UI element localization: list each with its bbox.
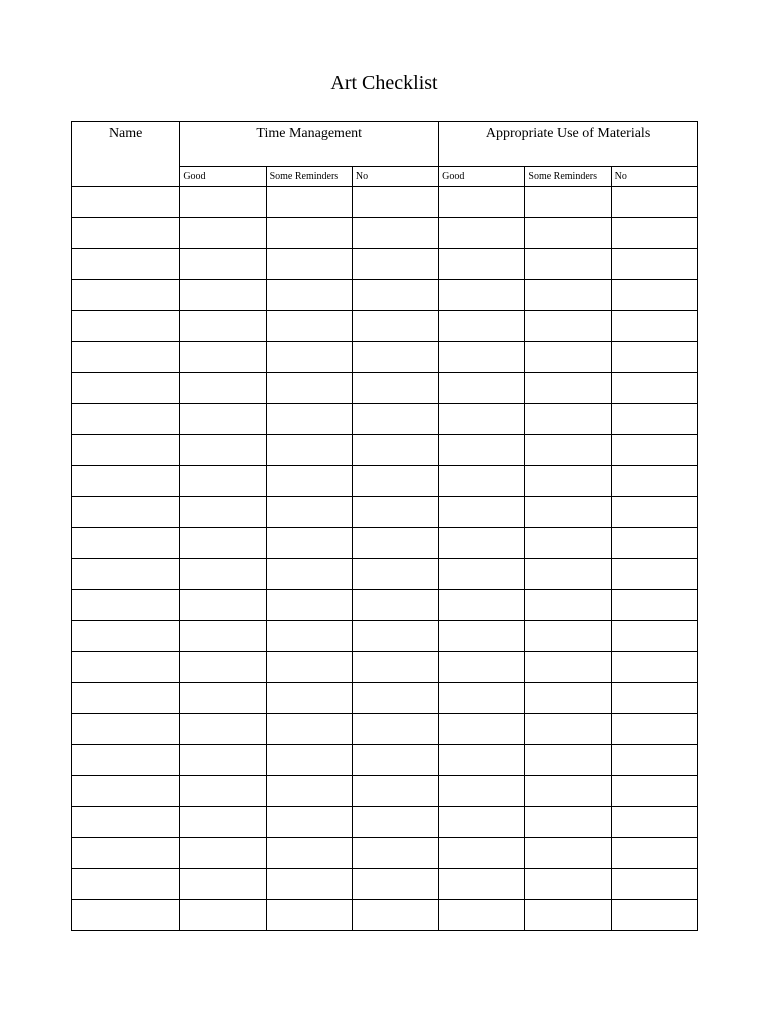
check-cell: [611, 869, 697, 900]
name-cell: [72, 497, 180, 528]
name-cell: [72, 342, 180, 373]
check-cell: [266, 218, 352, 249]
check-cell: [439, 838, 525, 869]
table-row: [72, 559, 698, 590]
check-cell: [611, 590, 697, 621]
name-cell: [72, 683, 180, 714]
check-cell: [611, 559, 697, 590]
name-cell: [72, 838, 180, 869]
table-body: [72, 187, 698, 931]
check-cell: [525, 838, 611, 869]
check-cell: [180, 900, 266, 931]
check-cell: [180, 528, 266, 559]
page-title: Art Checklist: [330, 72, 438, 94]
check-cell: [525, 900, 611, 931]
check-cell: [352, 869, 438, 900]
check-cell: [352, 404, 438, 435]
check-cell: [611, 900, 697, 931]
checklist-table: [71, 121, 698, 931]
check-cell: [525, 807, 611, 838]
name-cell: [72, 218, 180, 249]
subheader-some-reminders: Some Reminders: [266, 167, 352, 187]
check-cell: [439, 590, 525, 621]
check-cell: [439, 404, 525, 435]
check-cell: [525, 652, 611, 683]
check-cell: [611, 497, 697, 528]
check-cell: [266, 776, 352, 807]
check-cell: [352, 466, 438, 497]
name-cell: [72, 466, 180, 497]
check-cell: [439, 466, 525, 497]
check-cell: [439, 497, 525, 528]
check-cell: [525, 218, 611, 249]
name-cell: [72, 528, 180, 559]
check-cell: [266, 559, 352, 590]
table-row: [72, 342, 698, 373]
check-cell: [352, 528, 438, 559]
check-cell: [352, 249, 438, 280]
check-cell: [439, 869, 525, 900]
name-cell: [72, 652, 180, 683]
check-cell: [352, 807, 438, 838]
check-cell: [611, 249, 697, 280]
check-cell: [439, 280, 525, 311]
name-cell: [72, 404, 180, 435]
check-cell: [525, 311, 611, 342]
check-cell: [352, 187, 438, 218]
check-cell: [439, 652, 525, 683]
name-cell: [72, 280, 180, 311]
check-cell: [180, 342, 266, 373]
check-cell: [266, 900, 352, 931]
check-cell: [352, 652, 438, 683]
check-cell: [352, 776, 438, 807]
check-cell: [180, 466, 266, 497]
check-cell: [439, 900, 525, 931]
check-cell: [266, 466, 352, 497]
check-cell: [180, 559, 266, 590]
check-cell: [439, 745, 525, 776]
check-cell: [525, 249, 611, 280]
name-cell: [72, 807, 180, 838]
check-cell: [439, 373, 525, 404]
check-cell: [611, 280, 697, 311]
name-cell: [72, 373, 180, 404]
check-cell: [352, 280, 438, 311]
check-cell: [611, 528, 697, 559]
check-cell: [180, 187, 266, 218]
check-cell: [611, 435, 697, 466]
check-cell: [352, 218, 438, 249]
check-cell: [525, 621, 611, 652]
table-row: [72, 838, 698, 869]
check-cell: [439, 342, 525, 373]
check-cell: [266, 869, 352, 900]
check-cell: [352, 373, 438, 404]
check-cell: [266, 652, 352, 683]
check-cell: [352, 590, 438, 621]
name-cell: [72, 745, 180, 776]
name-cell: [72, 621, 180, 652]
check-cell: [180, 807, 266, 838]
table-row: [72, 373, 698, 404]
subheader-good: Good: [180, 167, 266, 187]
check-cell: [180, 776, 266, 807]
check-cell: [439, 311, 525, 342]
name-cell: [72, 187, 180, 218]
check-cell: [180, 218, 266, 249]
check-cell: [266, 342, 352, 373]
check-cell: [611, 807, 697, 838]
check-cell: [439, 807, 525, 838]
check-cell: [180, 683, 266, 714]
check-cell: [266, 497, 352, 528]
subheader-no: No: [352, 167, 438, 187]
check-cell: [180, 249, 266, 280]
check-cell: [525, 187, 611, 218]
table-row: [72, 714, 698, 745]
check-cell: [611, 466, 697, 497]
group-header-materials: Appropriate Use of Materials: [439, 122, 698, 167]
check-cell: [525, 590, 611, 621]
check-cell: [439, 714, 525, 745]
check-cell: [266, 249, 352, 280]
name-cell: [72, 249, 180, 280]
check-cell: [611, 714, 697, 745]
check-cell: [611, 621, 697, 652]
check-cell: [439, 218, 525, 249]
check-cell: [352, 683, 438, 714]
table-row: [72, 280, 698, 311]
check-cell: [180, 869, 266, 900]
check-cell: [525, 497, 611, 528]
check-cell: [525, 435, 611, 466]
table-row: [72, 528, 698, 559]
check-cell: [525, 528, 611, 559]
check-cell: [611, 776, 697, 807]
check-cell: [439, 435, 525, 466]
name-cell: [72, 590, 180, 621]
check-cell: [525, 683, 611, 714]
table-row: [72, 218, 698, 249]
check-cell: [352, 900, 438, 931]
check-cell: [266, 435, 352, 466]
check-cell: [180, 311, 266, 342]
table-row: [72, 621, 698, 652]
check-cell: [525, 745, 611, 776]
table-row: [72, 900, 698, 931]
check-cell: [266, 373, 352, 404]
check-cell: [180, 652, 266, 683]
check-cell: [525, 869, 611, 900]
check-cell: [180, 435, 266, 466]
table-row: [72, 683, 698, 714]
group-header-time-management: Time Management: [180, 122, 439, 167]
check-cell: [611, 311, 697, 342]
check-cell: [525, 342, 611, 373]
check-cell: [266, 311, 352, 342]
check-cell: [611, 838, 697, 869]
check-cell: [266, 590, 352, 621]
check-cell: [611, 373, 697, 404]
check-cell: [266, 745, 352, 776]
check-cell: [266, 683, 352, 714]
check-cell: [180, 590, 266, 621]
check-cell: [525, 280, 611, 311]
table-row: [72, 590, 698, 621]
table-row: [72, 435, 698, 466]
check-cell: [352, 435, 438, 466]
check-cell: [439, 249, 525, 280]
check-cell: [611, 745, 697, 776]
table-row: [72, 466, 698, 497]
check-cell: [352, 559, 438, 590]
check-cell: [439, 187, 525, 218]
check-cell: [611, 683, 697, 714]
check-cell: [525, 776, 611, 807]
check-cell: [266, 838, 352, 869]
check-cell: [525, 559, 611, 590]
check-cell: [352, 838, 438, 869]
check-cell: [439, 776, 525, 807]
check-cell: [525, 466, 611, 497]
check-cell: [352, 745, 438, 776]
check-cell: [611, 404, 697, 435]
check-cell: [525, 404, 611, 435]
check-cell: [352, 342, 438, 373]
check-cell: [180, 497, 266, 528]
name-cell: [72, 869, 180, 900]
check-cell: [266, 621, 352, 652]
check-cell: [180, 838, 266, 869]
check-cell: [439, 683, 525, 714]
check-cell: [266, 807, 352, 838]
check-cell: [180, 745, 266, 776]
check-cell: [352, 621, 438, 652]
table-row: [72, 869, 698, 900]
table-row: [72, 776, 698, 807]
check-cell: [180, 373, 266, 404]
table-row: [72, 807, 698, 838]
check-cell: [611, 218, 697, 249]
table-row: [72, 497, 698, 528]
name-cell: [72, 435, 180, 466]
check-cell: [439, 621, 525, 652]
check-cell: [352, 497, 438, 528]
check-cell: [266, 404, 352, 435]
subheader-good: Good: [439, 167, 525, 187]
name-cell: [72, 776, 180, 807]
name-cell: [72, 714, 180, 745]
table-row: [72, 311, 698, 342]
subheader-some-reminders: Some Reminders: [525, 167, 611, 187]
name-header: Name: [72, 122, 180, 187]
check-cell: [525, 714, 611, 745]
check-cell: [352, 714, 438, 745]
table-row: [72, 404, 698, 435]
check-cell: [266, 528, 352, 559]
name-cell: [72, 311, 180, 342]
check-cell: [180, 714, 266, 745]
table-row: [72, 187, 698, 218]
check-cell: [611, 652, 697, 683]
check-cell: [611, 342, 697, 373]
table-row: [72, 652, 698, 683]
table-row: [72, 745, 698, 776]
check-cell: [439, 528, 525, 559]
check-cell: [525, 373, 611, 404]
check-cell: [180, 404, 266, 435]
check-cell: [439, 559, 525, 590]
name-cell: [72, 900, 180, 931]
check-cell: [266, 280, 352, 311]
check-cell: [266, 187, 352, 218]
name-cell: [72, 559, 180, 590]
subheader-no: No: [611, 167, 697, 187]
table-row: [72, 249, 698, 280]
check-cell: [352, 311, 438, 342]
check-cell: [266, 714, 352, 745]
check-cell: [611, 187, 697, 218]
check-cell: [180, 280, 266, 311]
check-cell: [180, 621, 266, 652]
